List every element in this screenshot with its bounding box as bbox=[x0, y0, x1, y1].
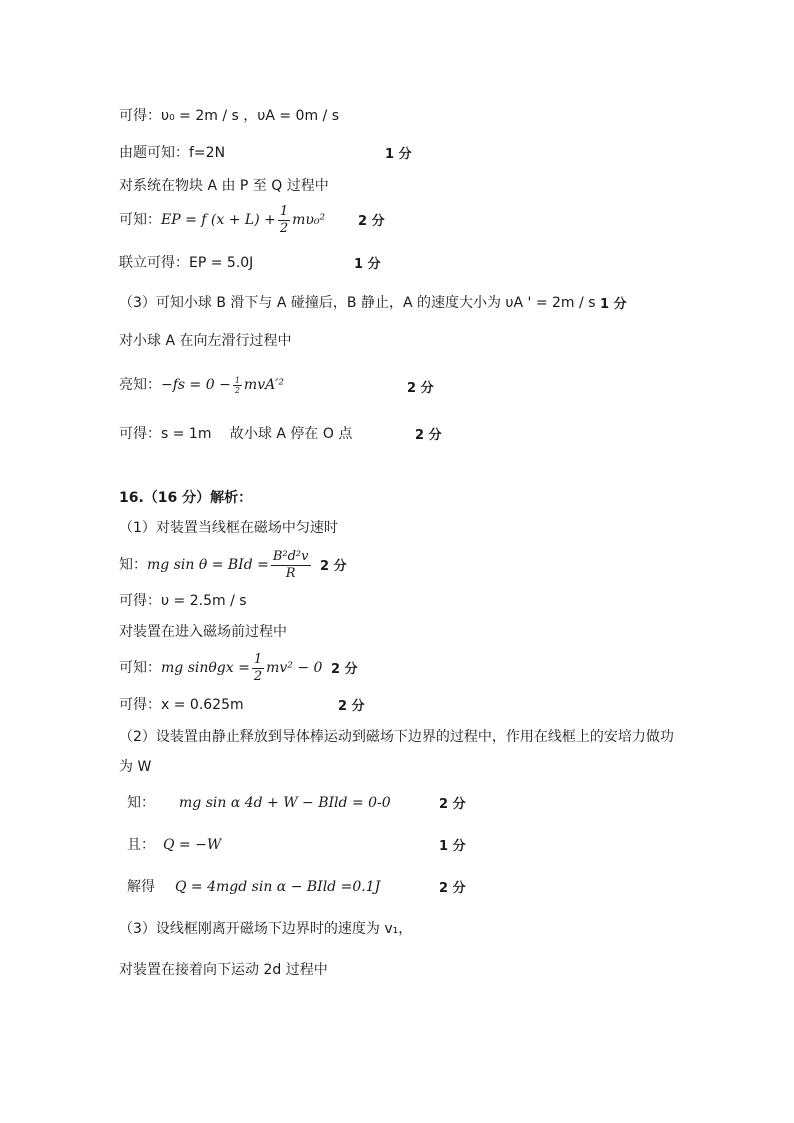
balance-lhs: mg sin θ = BId = bbox=[147, 557, 269, 573]
line-ep-result: 联立可得：EP = 5.0J bbox=[119, 255, 254, 271]
wb-equation: mg sin α 4d + W − BIld = 0-0 bbox=[179, 795, 391, 811]
score-line8: 2 分 bbox=[407, 381, 434, 396]
line-before-field: 对装置在进入磁场前过程中 bbox=[119, 624, 287, 640]
line-friction: 由题可知：f=2N bbox=[119, 145, 226, 161]
line-heat-result bbox=[119, 877, 380, 897]
energy-kinetic: mυ₀² bbox=[292, 212, 326, 228]
line-distance-result: 可得：s = 1m 故小球 A 停在 O 点 bbox=[119, 426, 353, 442]
line-part3-v1: （3）设线框刚离开磁场下边界时的速度为 v₁， bbox=[119, 921, 413, 937]
fraction-b2d2v-r: $\frac{\text{B²d²v}}{R}$ bbox=[272, 548, 309, 581]
score-line12: 2 分 bbox=[320, 559, 347, 574]
fraction-half: $\frac{1}{2}$ bbox=[279, 203, 289, 236]
before-rhs: mv² − 0 bbox=[266, 660, 323, 676]
score-line9: 2 分 bbox=[415, 428, 442, 443]
balance-prefix: 知： bbox=[119, 557, 147, 573]
line-heat-w bbox=[119, 835, 221, 855]
line-system-process: 对系统在物块 A 由 P 至 Q 过程中 bbox=[119, 178, 329, 194]
line-result-velocities: 可得：υ₀ = 2m / s ，υA = 0m / s bbox=[119, 108, 340, 124]
hw-prefix: 且： bbox=[127, 837, 155, 853]
fraction-half-2: $\frac{1}{2}$ bbox=[253, 651, 263, 684]
score-line5: 1 分 bbox=[354, 257, 381, 272]
fraction-half-small: $\frac{1}{2}$ bbox=[234, 375, 240, 395]
hw-equation: Q = −W bbox=[163, 837, 222, 853]
score-line15: 2 分 bbox=[331, 662, 358, 677]
problem-16-heading: 16.（16 分）解析： bbox=[119, 490, 253, 506]
score-line19: 2 分 bbox=[439, 797, 466, 812]
line-next-2d: 对装置在接着向下运动 2d 过程中 bbox=[119, 962, 328, 978]
work-lhs: −fs = 0 − bbox=[161, 377, 231, 393]
energy-lhs: EP = f (x + L) + bbox=[161, 212, 276, 228]
line-part2-setup: （2）设装置由静止释放到导体棒运动到磁场下边界的过程中，作用在线框上的安培力做功 bbox=[119, 729, 674, 745]
score-line20: 1 分 bbox=[439, 839, 466, 854]
line-energy-before-field bbox=[119, 650, 322, 686]
work-kinetic: mvA′² bbox=[243, 377, 285, 393]
hr-prefix: 解得 bbox=[127, 879, 155, 895]
line-x-result: 可得：x = 0.625m bbox=[119, 697, 244, 713]
energy-prefix: 可知： bbox=[119, 212, 161, 228]
work-prefix: 亮知： bbox=[119, 377, 161, 393]
line-velocity-result: 可得：υ = 2.5m / s bbox=[119, 593, 247, 609]
line-energy-equation bbox=[119, 202, 325, 238]
line-part2-w: 为 W bbox=[119, 759, 152, 775]
score-line16: 2 分 bbox=[338, 699, 365, 714]
line-work-balance bbox=[119, 793, 391, 813]
wb-prefix: 知： bbox=[127, 795, 155, 811]
hr-equation: Q = 4mgd sin α − BIld =0.1J bbox=[175, 879, 381, 895]
score-line6: 1 分 bbox=[600, 297, 627, 312]
line-ball-a-slide: 对小球 A 在向左滑行过程中 bbox=[119, 333, 292, 349]
line-part3-collision: （3）可知小球 B 滑下与 A 碰撞后，B 静止，A 的速度大小为 υA ' = 2m / s bbox=[119, 295, 596, 311]
line-part1-uniform: （1）对装置当线框在磁场中匀速时 bbox=[119, 520, 338, 536]
score-line2: 1 分 bbox=[385, 147, 412, 162]
line-force-balance bbox=[119, 546, 313, 584]
before-prefix: 可知： bbox=[119, 660, 161, 676]
line-work-energy bbox=[119, 370, 284, 400]
before-lhs: mg sinθgx = bbox=[161, 660, 250, 676]
score-line21: 2 分 bbox=[439, 881, 466, 896]
score-line4: 2 分 bbox=[358, 214, 385, 229]
